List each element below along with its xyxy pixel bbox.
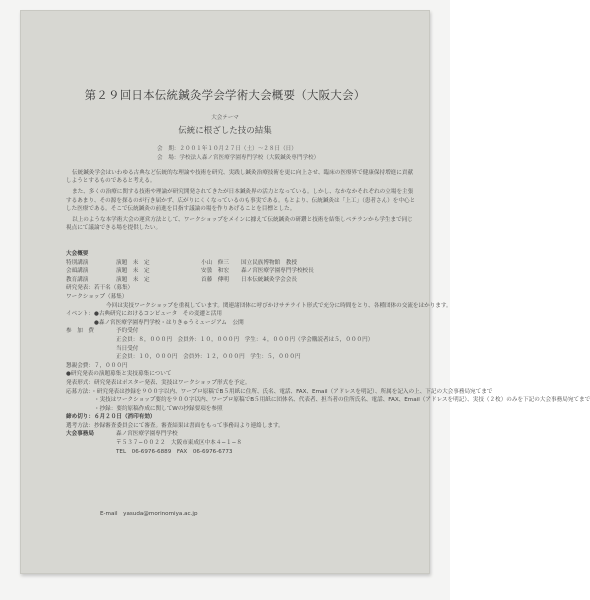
fee-label: 参 加 費 xyxy=(66,328,94,335)
event-venue: 会 場：学校法人森ノ宮医療学園専門学校（大阪鍼灸専門学校） xyxy=(157,155,320,161)
lecture-type: 会頭講演 xyxy=(66,268,89,275)
intro-paragraph: また、多くの治療に関する技術や理論が研究開発されてきたが日本鍼灸界の活力となっている。しかし、なかなかそれぞれの立場を主張するあまり、その源を探るのが行き届かず、広がりにくくなっているのも事実である。もとより、伝統鍼灸は「上工」（患者さん）を中心とした医療である。そこで伝統鍼灸の前進を目指す議論の場を作りあげることを目標とした。 xyxy=(66,189,416,212)
lecture-type: 特別講演 xyxy=(66,259,89,266)
office-line: 〒５３７−００２２ 大阪市東成区中本４−１−８ xyxy=(116,440,242,447)
selection-method: 選考方法：抄録審査委員会にて審査。審査結果は書面をもって事務局より連絡します。 xyxy=(66,422,284,429)
research-call: 研究発表：若干名（募集） xyxy=(66,285,134,292)
theme-title: 伝統に根ざした技の結集 xyxy=(178,126,272,136)
event-line: ●森ノ宮医療学園専門学校・はりきゅうミュージアム 公開 xyxy=(66,319,244,326)
party-fee: 懇親会費：７，０００円 xyxy=(66,362,128,369)
lecture-topic: 演題 未 定 xyxy=(116,268,150,275)
fee-line: 正会員：１０，０００円 会員外：１２，０００円 学生：５，０００円 xyxy=(116,354,301,361)
fee-line: 正会員：８，０００円 会員外：１０，０００円 学生：４，０００円（学会購読者は５，０００円） xyxy=(116,336,374,343)
office-line: TEL 06-6976-6889 FAX 06-6976-6773 xyxy=(116,448,233,455)
note-line: ・実技はワークショップ要約を９００字以内、ワープロ原稿でB５用紙に団体名、代表者、担当者の住所氏名、電話、FAX、Email（アドレスを明記）、実技（２枚）のみを下記の大会事務局宛てまで xyxy=(66,397,590,404)
document-sheet xyxy=(20,10,590,574)
lecture-topic: 演題 未 定 xyxy=(116,276,150,283)
intro-paragraph: 伝統鍼灸学会はいわゆる古典など伝統的な理論や技術を研究、実践し鍼灸治療技術を更に向上させ、臨床の医療界で健康保持増進に貢献しようとするものであると考える。 xyxy=(66,170,414,185)
office-label: 大会事務局 xyxy=(66,431,94,438)
fee-line: 予約受付 xyxy=(116,328,139,335)
note-line: 応募方法：・研究発表は抄録を９００字以内、ワープロ原稿でB５用紙に住所、氏名、電話、FAX、Email（アドレスを明記）、所属を記入の上、下記の大会事務局宛てまで xyxy=(66,388,493,395)
lecturer-name: 首藤 傳明 xyxy=(201,276,229,283)
intro-paragraph: 以上のような本学術大会の運営方法として、ワークショップをメインに據えて伝統鍼灸の研鑽と技術を結集しベテランから学生まで同じ視点にて議論できる場を提供したい。 xyxy=(66,217,413,232)
document-title: 第２９回日本伝統鍼灸学会学術大会概要（大阪大会） xyxy=(84,88,366,102)
office-line: 森ノ宮医療学園専門学校 xyxy=(116,431,178,438)
office-email: E-mail yasuda@morinomiya.ac.jp xyxy=(100,511,198,517)
workshop-call: ワークショップ（募集） xyxy=(66,293,128,300)
lecture-type: 教育講演 xyxy=(66,276,89,283)
fee-line: 当日受付 xyxy=(116,345,139,352)
theme-label: 大会テーマ xyxy=(211,115,239,121)
note-heading: ●研究発表の演題募集と実技募集について xyxy=(66,371,172,378)
lecturer-affiliation: 森ノ宮医療学園専門学校校長 xyxy=(241,268,314,275)
lecturer-name: 小山 修三 xyxy=(201,259,229,266)
lecturer-affiliation: 日本伝統鍼灸学会会長 xyxy=(241,276,297,283)
program-heading: 大会概要 xyxy=(66,251,89,257)
lecture-topic: 演題 未 定 xyxy=(116,259,150,266)
note-line: ・抄録：要約原稿作成に関してWの抄録要項を参照 xyxy=(66,405,223,412)
lecturer-name: 安曇 和宏 xyxy=(201,268,229,275)
lecturer-affiliation: 国立民族博物館 教授 xyxy=(241,259,297,266)
deadline: 締め切り：６月２０日（消印有効） xyxy=(66,414,156,421)
event-dates: 会 期：２００１年１０月２７日（土）～２８日（日） xyxy=(157,146,297,152)
workshop-note: 今回は実技ワークショップを重視しています。関連諸団体に呼びかけサテライト形式で充分に時間をとり、各種団体の交流をはかります。 xyxy=(106,302,452,309)
note-line: 発表形式：研究発表はポスター発表、実技はワークショップ形式を予定。 xyxy=(66,379,251,386)
intro-text xyxy=(66,169,416,235)
event-line: イベント：●古典研究におけるコンピュータ その変遷と活用 xyxy=(66,311,222,318)
program-section xyxy=(66,249,590,455)
